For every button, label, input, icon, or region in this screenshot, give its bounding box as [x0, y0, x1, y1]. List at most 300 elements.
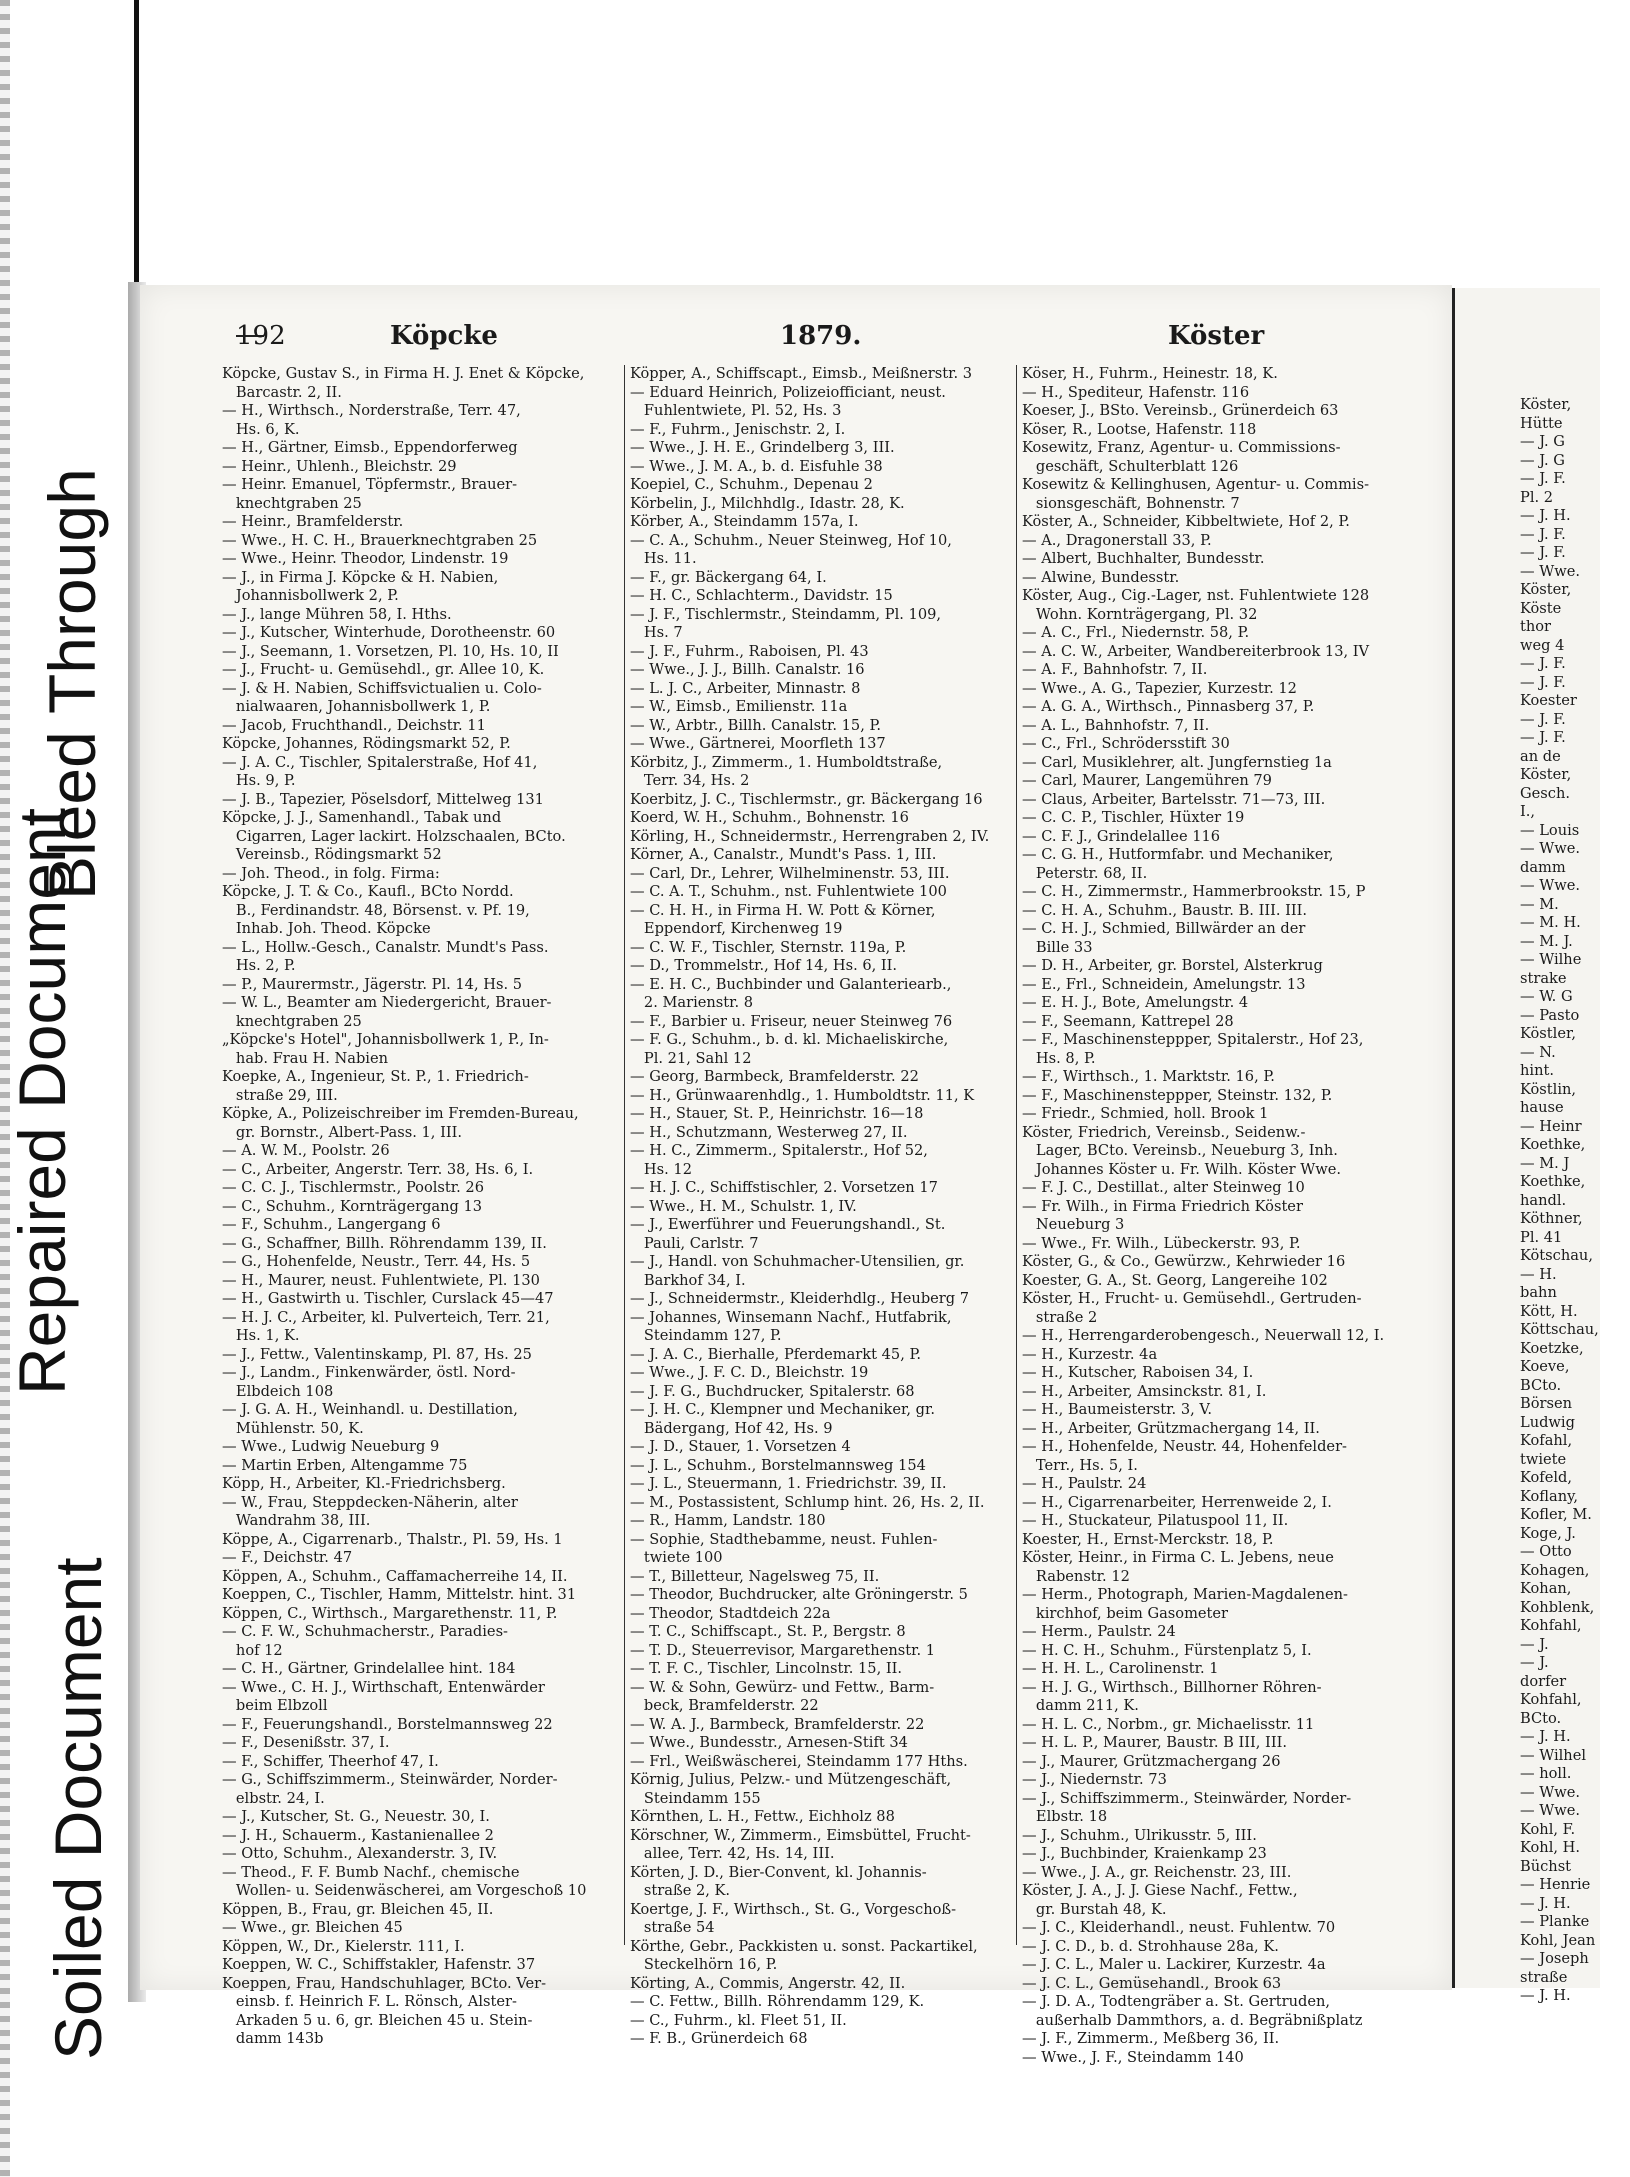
label-repaired-document: Repaired Document: [5, 808, 79, 1395]
directory-entry: — J., Landm., Finkenwärder, östl. Nord-: [222, 1364, 516, 1381]
directory-entry: knechtgraben 25: [222, 494, 362, 512]
directory-entry: — Wwe., J. M. A., b. d. Eisfuhle 38: [630, 457, 883, 475]
directory-entry: elbstr. 24, I.: [222, 1789, 325, 1807]
next-page-fragment: — J. F.: [1520, 710, 1566, 728]
directory-entry: Koerd, W. H., Schuhm., Bohnenstr. 16: [630, 809, 909, 826]
next-page-fragment: Kohblenk,: [1520, 1598, 1595, 1616]
next-page-fragment: Kohl, H.: [1520, 1839, 1581, 1856]
directory-entry: Körnig, Julius, Pelzw.- und Mützengeschäft,: [630, 1771, 952, 1788]
next-page-fragment: Köttschau,: [1520, 1321, 1599, 1338]
label-bleed-through: Bleed Through: [35, 468, 109, 900]
directory-entry: Wandrahm 38, III.: [222, 1512, 371, 1529]
directory-entry: — W., Frau, Steppdecken-Näherin, alter: [222, 1493, 518, 1511]
column-rule: [624, 365, 625, 1945]
next-page-fragment: Pl. 41: [1520, 1228, 1563, 1246]
next-page-border: [1452, 288, 1455, 1988]
next-page-fragment: weg 4: [1520, 636, 1565, 654]
directory-entry: — J. L., Schuhm., Borstelmannsweg 154: [630, 1456, 926, 1474]
directory-entry: — Johannes, Winsemann Nachf., Hutfabrik,: [630, 1308, 952, 1326]
directory-entry: Hs. 6, K.: [222, 420, 300, 438]
directory-entry: — F., Maschinensteppper, Steinstr. 132, P.: [1022, 1086, 1333, 1104]
next-page-fragment: — M. H.: [1520, 914, 1581, 931]
directory-entry: Pl. 21, Sahl 12: [630, 1049, 752, 1067]
directory-entry: — W., Eimsb., Emilienstr. 11a: [630, 698, 848, 715]
directory-entry: — H., Arbeiter, Grützmachergang 14, II.: [1022, 1419, 1320, 1437]
directory-entry: Elbdeich 108: [222, 1382, 334, 1400]
directory-entry: damm 143b: [222, 2030, 324, 2047]
directory-entry: — C. Fettw., Billh. Röhrendamm 129, K.: [630, 1993, 925, 2010]
next-page-fragment: — Wilhe: [1520, 951, 1582, 968]
directory-entry: Johannes Köster u. Fr. Wilh. Köster Wwe.: [1022, 1160, 1341, 1178]
directory-entry: Köpp, H., Arbeiter, Kl.-Friedrichsberg.: [222, 1475, 506, 1492]
directory-entry: damm 211, K.: [1022, 1697, 1139, 1714]
next-page-fragment: Kött, H.: [1520, 1302, 1578, 1320]
next-page-fragment: — Louis: [1520, 821, 1580, 839]
directory-entry: — W. L., Beamter am Niedergericht, Brauer-: [222, 994, 552, 1011]
directory-entry: — Wwe., C. H. J., Wirthschaft, Entenwärder: [222, 1678, 545, 1696]
directory-entry: — J. L., Steuermann, 1. Friedrichstr. 39, II.: [630, 1475, 947, 1492]
directory-entry: — A. G. A., Wirthsch., Pinnasberg 37, P.: [1022, 698, 1315, 715]
next-page-fragment: — J. F.: [1520, 655, 1566, 672]
directory-entry: — J., Frucht- u. Gemüsehdl., gr. Allee 10, K.: [222, 661, 545, 678]
directory-entry: — Otto, Schuhm., Alexanderstr. 3, IV.: [222, 1845, 498, 1862]
directory-entry: Köppen, B., Frau, gr. Bleichen 45, II.: [222, 1900, 494, 1918]
directory-entry: — C. H. A., Schuhm., Baustr. B. III. III.: [1022, 901, 1308, 919]
directory-entry: Hs. 9, P.: [222, 772, 296, 789]
directory-entry: hof 12: [222, 1641, 283, 1659]
directory-entry: — Theod., F. F. Bumb Nachf., chemische: [222, 1863, 520, 1881]
directory-entry: — H., Stuckateur, Pilatuspool 11, II.: [1022, 1512, 1289, 1529]
next-page-fragment: Kohl, Jean: [1520, 1931, 1596, 1949]
directory-entry: — Herm., Paulstr. 24: [1022, 1623, 1176, 1640]
directory-entry: Koester, H., Ernst-Merckstr. 18, P.: [1022, 1530, 1274, 1548]
directory-entry: beck, Bramfelderstr. 22: [630, 1697, 819, 1714]
directory-entry: Kosewitz & Kellinghusen, Agentur- u. Commis-: [1022, 476, 1370, 493]
directory-entry: „Köpcke's Hotel", Johannisbollwerk 1, P., In-: [222, 1031, 549, 1048]
next-page-fragment: — Joseph: [1520, 1950, 1589, 1967]
directory-entry: — J. C. L., Maler u. Lackirer, Kurzestr. 4a: [1022, 1956, 1326, 1973]
next-page-fragment: damm: [1520, 858, 1566, 876]
directory-entry: Körber, A., Steindamm 157a, I.: [630, 513, 859, 530]
directory-entry: — Wwe., H. C. H., Brauerknechtgraben 25: [222, 531, 538, 549]
directory-entry: — H., Hohenfelde, Neustr. 44, Hohenfelder-: [1022, 1438, 1347, 1455]
directory-entry: Neueburg 3: [1022, 1216, 1125, 1233]
directory-entry: — Wwe., Heinr. Theodor, Lindenstr. 19: [222, 550, 509, 567]
directory-entry: — Herm., Photograph, Marien-Magdalenen-: [1022, 1586, 1348, 1603]
directory-entry: Köster, Friedrich, Vereinsb., Seidenw.-: [1022, 1123, 1306, 1141]
next-page-fragment: — J. H.: [1520, 1987, 1571, 2004]
next-page-fragment: Köste: [1520, 599, 1562, 617]
directory-entry: Koester, G. A., St. Georg, Langereihe 102: [1022, 1271, 1328, 1289]
directory-entry: Lager, BCto. Vereinsb., Neueburg 3, Inh.: [1022, 1142, 1338, 1159]
next-page-fragment: Ludwig: [1520, 1413, 1575, 1431]
directory-entry: — A. W. M., Poolstr. 26: [222, 1142, 390, 1159]
directory-entry: straße 54: [630, 1919, 715, 1936]
directory-entry: Körling, H., Schneidermstr., Herrengraben 2, IV.: [630, 827, 990, 845]
directory-entry: — C. C. P., Tischler, Hüxter 19: [1022, 809, 1245, 826]
directory-entry: — H., Schutzmann, Westerweg 27, II.: [630, 1123, 908, 1141]
directory-entry: — F., Barbier u. Friseur, neuer Steinweg 76: [630, 1012, 953, 1030]
page-number: 192: [236, 321, 286, 351]
directory-entry: Köster, A., Schneider, Kibbeltwiete, Hof 2, P.: [1022, 513, 1350, 530]
label-soiled-document: Soiled Document: [41, 1557, 115, 2060]
next-page-fragment: — J. G: [1520, 451, 1565, 469]
directory-entry: — H., Wirthsch., Norderstraße, Terr. 47,: [222, 402, 521, 419]
directory-entry: Koeppen, W. C., Schiffstakler, Hafenstr. 37: [222, 1956, 536, 1973]
directory-entry: — Georg, Barmbeck, Bramfelderstr. 22: [630, 1068, 919, 1085]
directory-entry: — J. A. C., Tischler, Spitalerstraße, Hof 41,: [222, 753, 538, 771]
directory-entry: Cigarren, Lager lackirt. Holzschaalen, BCto.: [222, 827, 566, 845]
next-page-fragment: hint.: [1520, 1062, 1554, 1079]
next-page-fragment: — Wilhel: [1520, 1746, 1587, 1764]
directory-entry: B., Ferdinandstr. 48, Börsenst. v. Pf. 19,: [222, 901, 530, 919]
directory-entry: — H., Baumeisterstr. 3, V.: [1022, 1401, 1213, 1418]
directory-entry: — T. D., Steuerrevisor, Margarethenstr. 1: [630, 1641, 936, 1659]
directory-entry: Elbstr. 18: [1022, 1808, 1108, 1825]
next-page-fragment: — J. F.: [1520, 673, 1566, 691]
directory-entry: — Wwe., Ludwig Neueburg 9: [222, 1438, 440, 1455]
next-page-fragment: — M.: [1520, 895, 1559, 913]
directory-entry: — F., Desenißstr. 37, I.: [222, 1734, 390, 1751]
directory-entry: Pauli, Carlstr. 7: [630, 1234, 759, 1252]
directory-entry: — H., Gärtner, Eimsb., Eppendorferweg: [222, 439, 518, 456]
directory-entry: — W. & Sohn, Gewürz- und Fettw., Barm-: [630, 1678, 935, 1696]
directory-entry: — J., Schneidermstr., Kleiderhdlg., Heuberg 7: [630, 1290, 970, 1307]
directory-entry: — E. H. J., Bote, Amelungstr. 4: [1022, 994, 1249, 1011]
directory-entry: Koeser, J., BSto. Vereinsb., Grünerdeich 63: [1022, 402, 1339, 419]
next-page-fragment: — Otto: [1520, 1543, 1572, 1560]
directory-entry: — F. G., Schuhm., b. d. kl. Michaeliskirche,: [630, 1031, 949, 1048]
directory-entry: — H., Gastwirth u. Tischler, Curslack 45—47: [222, 1290, 554, 1307]
directory-entry: Körbelin, J., Milchhdlg., Idastr. 28, K.: [630, 494, 905, 512]
next-page-fragment: Köster,: [1520, 396, 1572, 413]
next-page-fragment: strake: [1520, 969, 1567, 987]
next-page-fragment: Gesch.: [1520, 784, 1570, 802]
next-page-fragment: Koester: [1520, 692, 1577, 709]
directory-entry: einsb. f. Heinrich F. L. Rönsch, Alster-: [222, 1993, 517, 2010]
directory-entry: — H., Spediteur, Hafenstr. 116: [1022, 383, 1250, 401]
running-head-left: Köpcke: [390, 321, 498, 351]
next-page-fragment: Büchst: [1520, 1857, 1572, 1875]
directory-entry: — F., Deichstr. 47: [222, 1549, 353, 1566]
directory-entry: — Albert, Buchhalter, Bundesstr.: [1022, 550, 1265, 567]
directory-entry: — Theodor, Buchdrucker, alte Gröningerstr. 5: [630, 1586, 968, 1603]
next-page-fragment: — J. F.: [1520, 525, 1566, 543]
directory-entry: Bädergang, Hof 42, Hs. 9: [630, 1419, 833, 1437]
next-page-fragment: Kofahl,: [1520, 1432, 1573, 1449]
directory-entry: — J., Maurer, Grützmachergang 26: [1022, 1752, 1281, 1770]
directory-entry: kirchhof, beim Gasometer: [1022, 1604, 1229, 1622]
directory-entry: — J. F. G., Buchdrucker, Spitalerstr. 68: [630, 1382, 915, 1400]
directory-entry: Koepiel, C., Schuhm., Depenau 2: [630, 476, 873, 493]
directory-entry: — J. D., Stauer, 1. Vorsetzen 4: [630, 1438, 851, 1455]
directory-entry: — J. & H. Nabien, Schiffsvictualien u. Colo-: [222, 679, 542, 697]
directory-entry: — H., Kurzestr. 4a: [1022, 1345, 1158, 1363]
directory-entry: Wohn. Kornträgergang, Pl. 32: [1022, 605, 1258, 623]
directory-entry: — L. J. C., Arbeiter, Minnastr. 8: [630, 679, 861, 697]
directory-entry: Körten, J. D., Bier-Convent, kl. Johannis-: [630, 1863, 927, 1881]
next-page-fragment: — Planke: [1520, 1913, 1590, 1930]
directory-entry: — C. A. T., Schuhm., nst. Fuhlentwiete 100: [630, 883, 947, 900]
next-page-fragment: — Henrie: [1520, 1876, 1591, 1893]
directory-entry: Köppen, C., Wirthsch., Margarethenstr. 11, P.: [222, 1604, 558, 1622]
directory-entry: — E., Frl., Schneidein, Amelungstr. 13: [1022, 975, 1306, 993]
directory-entry: Körner, A., Canalstr., Mundt's Pass. 1, III.: [630, 846, 937, 863]
directory-entry: straße 2: [1022, 1308, 1098, 1326]
directory-entry: — D., Trommelstr., Hof 14, Hs. 6, II.: [630, 957, 898, 974]
next-page-fragment: — J. H.: [1520, 1894, 1571, 1912]
directory-entry: — Wwe., Fr. Wilh., Lübeckerstr. 93, P.: [1022, 1234, 1301, 1252]
directory-entry: straße 2, K.: [630, 1882, 731, 1899]
directory-entry: — Wwe., gr. Bleichen 45: [222, 1919, 403, 1936]
directory-entry: — H. H. L., Carolinenstr. 1: [1022, 1660, 1219, 1677]
directory-entry: — H., Maurer, neust. Fuhlentwiete, Pl. 130: [222, 1271, 540, 1289]
directory-entry: — C. G. H., Hutformfabr. und Mechaniker,: [1022, 846, 1334, 863]
directory-entry: Fuhlentwiete, Pl. 52, Hs. 3: [630, 402, 842, 419]
next-page-fragment: Koge, J.: [1520, 1524, 1576, 1542]
directory-entry: — J. D. A., Todtengräber a. St. Gertruden,: [1022, 1993, 1331, 2010]
next-page-fragment: Koetzke,: [1520, 1339, 1584, 1357]
next-page-fragment: Pl. 2: [1520, 488, 1554, 506]
directory-entry: — Martin Erben, Altengamme 75: [222, 1456, 468, 1474]
directory-entry: — Heinr., Bramfelderstr.: [222, 513, 404, 530]
directory-entry: Köster, H., Frucht- u. Gemüsehdl., Gertruden-: [1022, 1290, 1362, 1307]
directory-entry: — M., Postassistent, Schlump hint. 26, Hs. 2, II.: [630, 1493, 985, 1511]
directory-entry: Eppendorf, Kirchenweg 19: [630, 920, 843, 937]
running-head-year: 1879.: [780, 321, 862, 351]
next-page-fragment: — W. G: [1520, 988, 1573, 1005]
directory-entry: — F., Seemann, Kattrepel 28: [1022, 1012, 1234, 1030]
next-page-fragment: thor: [1520, 618, 1552, 635]
directory-entry: Rabenstr. 12: [1022, 1567, 1130, 1585]
next-page-fragment: Kofler, M.: [1520, 1506, 1592, 1523]
directory-entry: — Alwine, Bundesstr.: [1022, 568, 1180, 586]
next-page-fragment: — H.: [1520, 1265, 1557, 1283]
directory-entry: Barcastr. 2, II.: [222, 383, 342, 401]
next-page-fragment: — Wwe.: [1520, 840, 1580, 857]
directory-entry: Koeppen, Frau, Handschuhlager, BCto. Ver-: [222, 1974, 547, 1992]
directory-entry: Steindamm 127, P.: [630, 1327, 782, 1344]
directory-entry: — F., Feuerungshandl., Borstelmannsweg 22: [222, 1715, 553, 1733]
directory-entry: — J. F., Tischlermstr., Steindamm, Pl. 109,: [630, 605, 942, 623]
next-page-fragment: — Wwe.: [1520, 877, 1580, 894]
directory-entry: — Sophie, Stadthebamme, neust. Fuhlen-: [630, 1530, 938, 1548]
directory-entry: Hs. 8, P.: [1022, 1049, 1096, 1067]
directory-entry: — Heinr. Emanuel, Töpfermstr., Brauer-: [222, 476, 518, 493]
next-page-fragment: Hütte: [1520, 414, 1563, 432]
next-page-fragment: I.,: [1520, 803, 1540, 820]
directory-entry: gr. Burstah 48, K.: [1022, 1900, 1167, 1918]
directory-entry: Bille 33: [1022, 938, 1093, 956]
next-page-fragment: — J.: [1520, 1635, 1549, 1653]
next-page-fragment: — Wwe.: [1520, 1802, 1580, 1819]
directory-entry: — C. H. H., in Firma H. W. Pott & Körner,: [630, 901, 936, 919]
directory-entry: — Wwe., H. M., Schulstr. 1, IV.: [630, 1197, 857, 1215]
next-page-fragment: hause: [1520, 1099, 1564, 1116]
directory-entry: — H., Paulstr. 24: [1022, 1475, 1147, 1492]
next-page-fragment: — M. J: [1520, 1154, 1570, 1172]
directory-entry: — J., Schiffszimmerm., Steinwärder, Norder-: [1022, 1789, 1352, 1807]
directory-entry: — Wwe., J. F., Steindamm 140: [1022, 2048, 1244, 2066]
directory-entry: — J. H., Schauerm., Kastanienallee 2: [222, 1826, 494, 1844]
next-page-fragment: — Heinr: [1520, 1117, 1582, 1135]
directory-entry: — Joh. Theod., in folg. Firma:: [222, 864, 440, 882]
directory-entry: Hs. 11.: [630, 550, 697, 567]
directory-entry: Steckelhörn 16, P.: [630, 1956, 778, 1973]
directory-entry: sionsgeschäft, Bohnenstr. 7: [1022, 494, 1240, 512]
directory-entry: — Heinr., Uhlenh., Bleichstr. 29: [222, 457, 457, 475]
directory-entry: Arkaden 5 u. 6, gr. Bleichen 45 u. Stein-: [222, 2011, 533, 2029]
directory-entry: — J., in Firma J. Köpcke & H. Nabien,: [222, 568, 499, 586]
next-page-fragment: — N.: [1520, 1043, 1556, 1061]
directory-entry: — J., Seemann, 1. Vorsetzen, Pl. 10, Hs. 10, II: [222, 642, 559, 660]
directory-entry: Köpcke, J. T. & Co., Kaufl., BCto Nordd.: [222, 883, 514, 900]
directory-entry: — Fr. Wilh., in Firma Friedrich Köster: [1022, 1197, 1303, 1215]
directory-entry: — Claus, Arbeiter, Bartelsstr. 71—73, III.: [1022, 790, 1326, 808]
directory-entry: — H., Stauer, St. P., Heinrichstr. 16—18: [630, 1105, 924, 1122]
directory-entry: — Wwe., Bundesstr., Arnesen-Stift 34: [630, 1734, 908, 1751]
directory-entry: beim Elbzoll: [222, 1697, 328, 1714]
directory-entry: — J. C. L., Gemüsehandl., Brook 63: [1022, 1974, 1282, 1992]
directory-entry: twiete 100: [630, 1549, 723, 1566]
directory-entry: — H., Grünwaarenhdlg., 1. Humboldtstr. 11, K: [630, 1086, 975, 1104]
directory-entry: — Carl, Dr., Lehrer, Wilhelminenstr. 53, III.: [630, 864, 950, 882]
next-page-edge: [1452, 288, 1600, 2004]
directory-entry: Hs. 2, P.: [222, 957, 296, 974]
directory-entry: Körbitz, J., Zimmerm., 1. Humboldtstraße,: [630, 753, 943, 771]
directory-entry: — F., Maschinensteppper, Spitalerstr., Hof 23,: [1022, 1031, 1364, 1048]
next-page-fragment: Koflany,: [1520, 1487, 1579, 1505]
directory-entry: Köppe, A., Cigarrenarb., Thalstr., Pl. 59, Hs. 1: [222, 1530, 563, 1548]
directory-entry: — C. C. J., Tischlermstr., Poolstr. 26: [222, 1179, 484, 1196]
directory-entry: — C. H., Gärtner, Grindelallee hint. 184: [222, 1660, 516, 1677]
directory-column-1: [222, 365, 620, 2047]
directory-entry: — J., Kutscher, Winterhude, Dorotheenstr. 60: [222, 624, 556, 641]
directory-entry: — H., Cigarrenarbeiter, Herrenweide 2, I.: [1022, 1493, 1332, 1511]
directory-entry: — Wwe., J. J., Billh. Canalstr. 16: [630, 661, 865, 678]
directory-entry: — J. C., Kleiderhandl., neust. Fuhlentw. 70: [1022, 1919, 1336, 1936]
directory-entry: — Wwe., Gärtnerei, Moorfleth 137: [630, 735, 886, 752]
next-page-fragment: Kohfahl,: [1520, 1691, 1582, 1708]
directory-entry: — F., gr. Bäckergang 64, I.: [630, 568, 827, 586]
next-page-fragment: Kohfahl,: [1520, 1617, 1582, 1634]
directory-entry: — C., Schuhm., Kornträgergang 13: [222, 1197, 483, 1215]
next-page-fragment: — Wwe.: [1520, 1783, 1580, 1801]
directory-entry: — Wwe., J. A., gr. Reichenstr. 23, III.: [1022, 1863, 1292, 1881]
directory-entry: — J., Ewerführer und Feuerungshandl., St.: [630, 1216, 946, 1233]
directory-entry: — F. B., Grünerdeich 68: [630, 2030, 808, 2047]
directory-entry: allee, Terr. 42, Hs. 14, III.: [630, 1845, 835, 1862]
directory-entry: — Wwe., J. H. E., Grindelberg 3, III.: [630, 439, 895, 456]
directory-entry: — G., Hohenfelde, Neustr., Terr. 44, Hs. 5: [222, 1253, 531, 1270]
directory-entry: 2. Marienstr. 8: [630, 994, 754, 1011]
directory-entry: — Friedr., Schmied, holl. Brook 1: [1022, 1105, 1269, 1122]
directory-entry: Körthe, Gebr., Packkisten u. sonst. Packartikel,: [630, 1937, 978, 1955]
directory-entry: Terr. 34, Hs. 2: [630, 772, 750, 789]
directory-entry: — H. J. C., Arbeiter, kl. Pulverteich, Terr. 21,: [222, 1308, 550, 1326]
directory-entry: Körnthen, L. H., Fettw., Eichholz 88: [630, 1808, 895, 1825]
directory-entry: — J. F., Fuhrm., Raboisen, Pl. 43: [630, 642, 869, 660]
directory-entry: — G., Schaffner, Billh. Röhrendamm 139, II.: [222, 1234, 547, 1252]
directory-entry: Steindamm 155: [630, 1789, 761, 1807]
directory-entry: — E. H. C., Buchbinder und Galanteriearb.,: [630, 975, 952, 993]
directory-entry: — C., Frl., Schrödersstift 30: [1022, 735, 1230, 752]
directory-entry: — Carl, Maurer, Langemühren 79: [1022, 772, 1272, 789]
directory-entry: — J., Schuhm., Ulrikusstr. 5, III.: [1022, 1826, 1257, 1844]
directory-entry: — H. C. H., Schuhm., Fürstenplatz 5, I.: [1022, 1641, 1312, 1659]
directory-entry: nialwaaren, Johannisbollwerk 1, P.: [222, 698, 491, 715]
directory-entry: Köpcke, J. J., Samenhandl., Tabak und: [222, 809, 502, 826]
next-page-fragment: BCto.: [1520, 1376, 1562, 1394]
directory-column-3: [1022, 365, 1420, 2066]
directory-entry: — R., Hamm, Landstr. 180: [630, 1512, 826, 1529]
directory-entry: — H. J. C., Schiffstischler, 2. Vorsetzen 17: [630, 1179, 938, 1196]
directory-entry: Vereinsb., Rödingsmarkt 52: [222, 846, 442, 863]
directory-entry: Körschner, W., Zimmerm., Eimsbüttel, Frucht-: [630, 1826, 971, 1844]
directory-entry: — F. J. C., Destillat., alter Steinweg 10: [1022, 1179, 1305, 1196]
next-page-fragment: Kohagen,: [1520, 1561, 1590, 1579]
directory-entry: — D. H., Arbeiter, gr. Borstel, Alsterkrug: [1022, 957, 1323, 974]
next-page-fragment: — J.: [1520, 1654, 1549, 1671]
next-page-fragment: an de: [1520, 747, 1561, 765]
directory-entry: Hs. 7: [630, 624, 683, 641]
directory-entry: — H. L. C., Norbm., gr. Michaelisstr. 11: [1022, 1715, 1315, 1733]
next-page-fragment: twiete: [1520, 1450, 1567, 1468]
directory-entry: — J. A. C., Bierhalle, Pferdemarkt 45, P.: [630, 1345, 921, 1363]
directory-entry: — F., Schiffer, Theerhof 47, I.: [222, 1752, 439, 1770]
directory-entry: — H. C., Schlachterm., Davidstr. 15: [630, 587, 893, 604]
directory-entry: Koerbitz, J. C., Tischlermstr., gr. Bäckergang 16: [630, 790, 983, 808]
directory-entry: Köser, R., Lootse, Hafenstr. 118: [1022, 420, 1257, 438]
directory-entry: Köser, H., Fuhrm., Heinestr. 18, K.: [1022, 365, 1278, 382]
next-page-fragment: Köster,: [1520, 766, 1572, 783]
directory-entry: — W. A. J., Barmbeck, Bramfelderstr. 22: [630, 1715, 925, 1733]
next-page-fragment: — Wwe.: [1520, 562, 1580, 580]
next-page-fragment: Kohan,: [1520, 1580, 1572, 1597]
directory-entry: Inhab. Joh. Theod. Köpcke: [222, 920, 431, 937]
page-header: [140, 321, 1452, 357]
directory-entry: Koepke, A., Ingenieur, St. P., 1. Friedrich-: [222, 1068, 529, 1085]
directory-entry: Kosewitz, Franz, Agentur- u. Commissions-: [1022, 439, 1341, 456]
directory-entry: Köpke, A., Polizeischreiber im Fremden-Bureau,: [222, 1105, 579, 1122]
next-page-fragment: Köstlin,: [1520, 1080, 1577, 1098]
directory-entry: straße 29, III.: [222, 1086, 338, 1104]
next-page-fragment: handl.: [1520, 1191, 1567, 1209]
directory-entry: — A., Dragonerstall 33, P.: [1022, 531, 1212, 549]
directory-entry: — H., Herrengarderobengesch., Neuerwall 12, I.: [1022, 1327, 1385, 1344]
next-page-fragment: — M. J.: [1520, 932, 1573, 950]
directory-entry: — T. C., Schiffscapt., St. P., Bergstr. 8: [630, 1623, 906, 1640]
next-page-fragment: Börsen: [1520, 1395, 1573, 1412]
directory-entry: — J., Fettw., Valentinskamp, Pl. 87, Hs. 25: [222, 1345, 532, 1363]
next-page-fragment: Koeve,: [1520, 1358, 1570, 1375]
next-page-fragment: Koethke,: [1520, 1136, 1586, 1153]
next-page-fragment: Kötschau,: [1520, 1247, 1593, 1264]
directory-entry: Köster, Aug., Cig.-Lager, nst. Fuhlentwiete 128: [1022, 587, 1370, 604]
directory-entry: — C. A., Schuhm., Neuer Steinweg, Hof 10,: [630, 531, 952, 549]
directory-entry: — C. H., Zimmermstr., Hammerbrookstr. 15, P: [1022, 883, 1366, 900]
directory-entry: hab. Frau H. Nabien: [222, 1049, 388, 1067]
directory-entry: Köster, J. A., J. J. Giese Nachf., Fettw.,: [1022, 1882, 1298, 1899]
directory-entry: — A. C., Frl., Niedernstr. 58, P.: [1022, 624, 1250, 641]
directory-entry: — Theodor, Stadtdeich 22a: [630, 1604, 831, 1622]
directory-entry: — Jacob, Fruchthandl., Deichstr. 11: [222, 716, 486, 734]
directory-entry: geschäft, Schulterblatt 126: [1022, 457, 1239, 475]
next-page-fragment: Kohl, F.: [1520, 1820, 1576, 1838]
directory-entry: — A. C. W., Arbeiter, Wandbereiterbrook 13, IV: [1022, 642, 1370, 660]
directory-entry: — J., lange Mühren 58, I. Hths.: [222, 605, 452, 623]
directory-entry: Köster, G., & Co., Gewürzw., Kehrwieder 16: [1022, 1253, 1346, 1270]
